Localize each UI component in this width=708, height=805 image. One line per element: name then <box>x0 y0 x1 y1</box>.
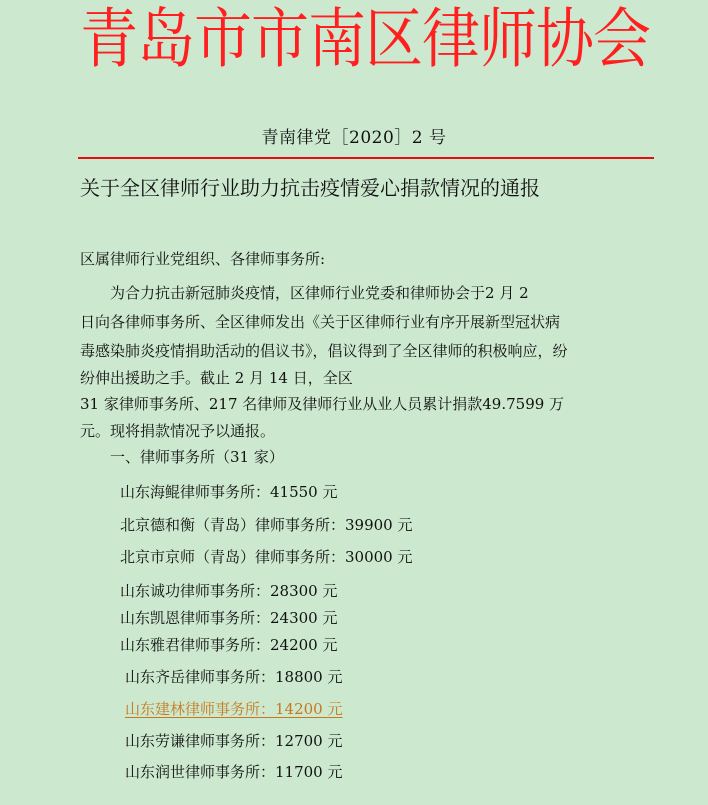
paragraph-line: 纷伸出援助之手。截止 2 月 14 日，全区 <box>80 369 353 387</box>
notice-subject: 关于全区律师行业助力抗击疫情爱心捐款情况的通报 <box>80 176 540 200</box>
firm-donation-item: 山东润世律师事务所：11700 元 <box>125 763 343 781</box>
firm-donation-item: 山东诚功律师事务所：28300 元 <box>120 582 338 600</box>
paragraph-line: 日向各律师事务所、全区律师发出《关于区律师行业有序开展新型冠状病 <box>80 313 561 331</box>
firm-donation-item: 山东凯恩律师事务所：24300 元 <box>120 609 338 627</box>
firm-donation-item: 山东劳谦律师事务所：12700 元 <box>125 732 343 750</box>
paragraph-line: 元。现将捐款情况予以通报。 <box>80 422 276 440</box>
firm-donation-item: 北京市京师（青岛）律师事务所：30000 元 <box>120 548 413 566</box>
paragraph-line: 为合力抗击新冠肺炎疫情，区律师行业党委和律师协会于2 月 2 <box>80 284 529 302</box>
org-letterhead-title: 青岛市市南区律师协会 <box>80 0 651 77</box>
paragraph-line: 31 家律师事务所、217 名律师及律师行业从业人员累计捐款49.7599 万 <box>80 395 565 413</box>
salutation: 区属律师行业党组织、各律师事务所: <box>80 250 326 268</box>
firm-donation-item: 山东齐岳律师事务所：18800 元 <box>125 668 343 686</box>
paragraph-line: 毒感染肺炎疫情捐助活动的倡议书》，倡议得到了全区律师的积极响应，纷 <box>80 342 568 360</box>
letterhead-divider <box>78 157 654 159</box>
section-heading: 一、律师事务所（31 家） <box>80 448 284 466</box>
firm-donation-item: 山东雅君律师事务所：24200 元 <box>120 636 338 654</box>
document-number: 青南律党［2020］2 号 <box>261 128 447 148</box>
firm-donation-item: 山东海鲲律师事务所：41550 元 <box>120 483 338 501</box>
firm-donation-item: 北京德和衡（青岛）律师事务所：39900 元 <box>120 516 413 534</box>
firm-donation-link[interactable]: 山东建林律师事务所：14200 元 <box>125 700 343 718</box>
